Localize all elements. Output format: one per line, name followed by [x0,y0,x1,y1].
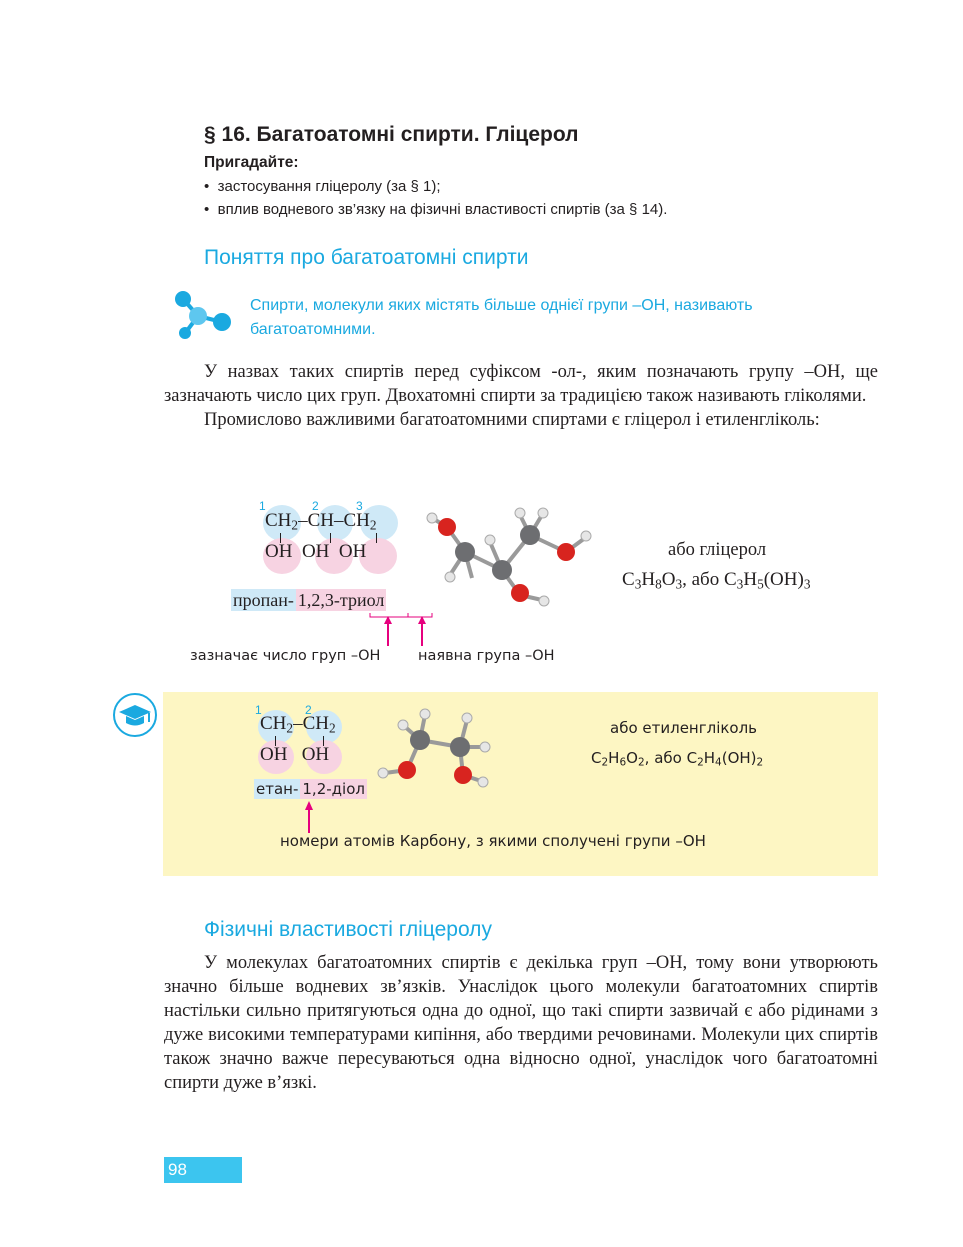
paragraph-1: У назвах таких спиртів перед суфіксом -ол-, яким позначають групу –ОН, ще зазначають число цих груп. Двохатомні спирти за традицією також називають гліколями. Промислово важливими багатоатомними спиртами є гліцерол і етиленгліколь: [164,362,878,430]
arrows [360,610,440,650]
glycerol-iupac-name: пропан- 1,2,3-триол [233,590,385,610]
carbon-number: 2 [305,703,312,717]
subheading-physical: Фізичні властивості гліцеролу [204,918,492,941]
graduation-cap-icon [112,692,158,738]
glycerol-trivial-name: або гліцерол [668,540,767,560]
ethylene-glycol-iupac-name: етан- 1,2-діол [256,780,365,798]
recall-item: • застосування гліцеролу (за § 1); [204,178,441,195]
definition-text: Спирти, молекули яких містять більше однієї групи –ОН, називають багатоатомними. [250,297,753,338]
note-group: наявна група –ОН [418,648,555,664]
carbon-number: 1 [255,703,262,717]
ethylene-glycol-note: номери атомів Карбону, з якими сполучені групи –ОН [280,832,706,850]
carbon-number: 1 [259,499,266,513]
ethylene-glycol-molecule-model [375,705,495,790]
ethylene-glycol-molecular-formula: $C_2H_6O_2$, або $C_2H_4(OH)_2$ [591,749,764,769]
subheading-concept: Поняття про багатоатомні спирти [204,246,529,269]
arrow [302,800,316,834]
recall-heading: Пригадайте: [204,154,299,171]
note-count: зазначає число груп –ОН [190,648,381,664]
page-number: 98 [164,1157,242,1183]
glycerol-molecular-formula: $C_3H_8O_3$, або $C_3H_5(OH)_3$ [622,569,811,592]
paragraph-3: У молекулах багатоатомних спиртів є декілька груп –ОН, тому вони утворюють значно більше водневих зв’язків. Унаслідок цього молекули багатоатомних спиртів настільки сильно притягуються одна до одної, що такі спирти зазвичай є або рідинами з дуже високими температурами кипіння, або твердими речовинами. Молекули цих спиртів також значно важче пересуваються одна відносно одної, унаслідок чого багатоатомні спирти дуже в’язкі. [164,953,878,1093]
ethylene-glycol-trivial-name: або етиленгліколь [610,719,758,737]
paragraph-2: Промислово важливими багатоатомними спиртами є гліцерол і етиленгліколь: [204,410,820,430]
section-title: § 16. Багатоатомні спирти. Гліцерол [204,123,579,146]
carbon-number: 3 [356,499,363,513]
recall-item: • вплив водневого зв’язку на фізичні властивості спиртів (за § 14). [204,201,668,218]
glycerol-molecule-model [410,500,600,610]
molecule-icon [170,290,234,342]
carbon-number: 2 [312,499,319,513]
